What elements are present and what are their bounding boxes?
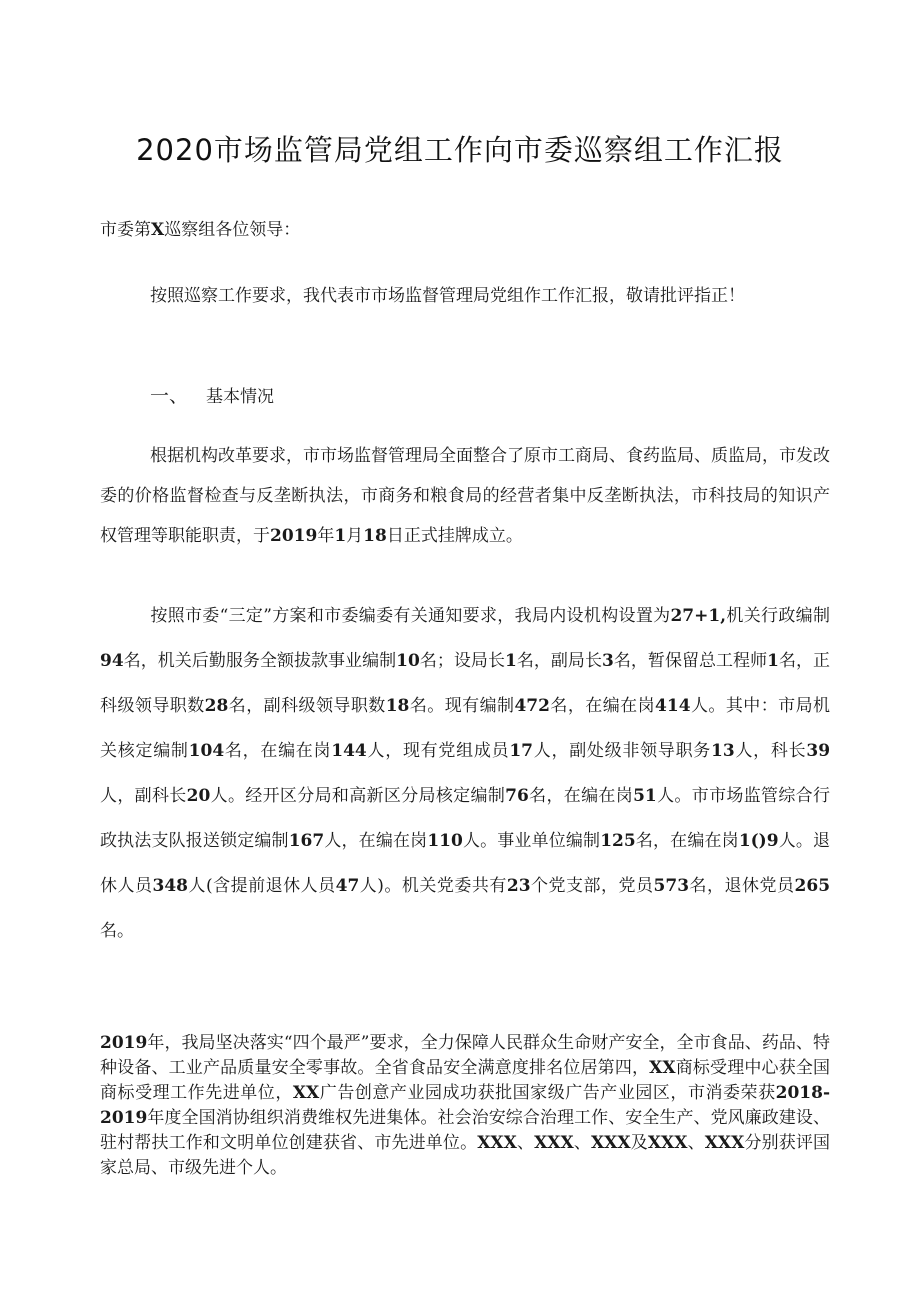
- p2-day: 18: [363, 526, 387, 546]
- p3-n23: 348: [152, 876, 188, 896]
- p3-s14: 人，副处级非领导职务: [533, 741, 712, 761]
- section-heading: [150, 381, 274, 408]
- p3-s16: 人，副科长: [100, 786, 187, 806]
- p4-s6: 、: [573, 1133, 591, 1153]
- p3-s22: 名，在编在岗: [635, 831, 739, 851]
- salutation-prefix: 市委第: [100, 220, 151, 240]
- p3-s3: 名，机关后勤服务全额拔款事业编制: [123, 651, 397, 671]
- p3-s18: 名，在编在岗: [528, 786, 634, 806]
- p3-s26: 个党支部，党员: [530, 876, 654, 896]
- p4-n5: XXX: [477, 1133, 517, 1153]
- background-paragraph: [100, 436, 830, 556]
- p3-n3: 10: [396, 651, 420, 671]
- p4-n3: XX: [292, 1083, 320, 1103]
- p3-n1: 27+1,: [670, 606, 727, 626]
- p3-n19: 167: [288, 831, 325, 851]
- p3-s5: 名，副局长: [516, 651, 602, 671]
- intro-paragraph: [100, 276, 830, 316]
- p3-s10: 名，在编在岗: [549, 696, 656, 716]
- p3-s13: 人，现有党组成员: [366, 741, 510, 761]
- p3-s17: 人。经开区分局和高新区分局核定编制: [210, 786, 506, 806]
- p3-n6: 1: [767, 651, 779, 671]
- p3-n10: 414: [655, 696, 691, 716]
- p4-s1: 年，我局坚决落实“四个最严”要求，全力保障人民群众生命财产安全，全市食品、药品、特种设备、工业产品质量安全零事故。全省食品安全满意度排名位居第四，: [100, 1033, 830, 1078]
- p4-s8: 、: [687, 1133, 705, 1153]
- p3-s21: 人。事业单位编制: [462, 831, 601, 851]
- p2-year: 2019: [270, 526, 318, 546]
- p4-n6: XXX: [534, 1133, 574, 1153]
- p3-s8: 名，副科级领导职数: [228, 696, 386, 716]
- p2-t1: 年: [317, 526, 335, 546]
- p3-s25: 人)。机关党委共有: [359, 876, 507, 896]
- p4-n4: 2018-2019: [100, 1083, 831, 1128]
- p3-n14: 13: [711, 741, 735, 761]
- p3-s23: 人。退休人员: [100, 831, 831, 896]
- p2-month: 1: [334, 526, 347, 546]
- salutation: [100, 215, 300, 240]
- p3-s1: 按照市委“三定”方案和市委编委有关通知要求，我局内设机构设置为: [150, 606, 671, 626]
- p3-n20: 110: [427, 831, 463, 851]
- p4-n2: XX: [649, 1058, 676, 1078]
- p3-n7: 28: [204, 696, 229, 716]
- salutation-suffix: 巡察组各位领导：: [164, 220, 301, 240]
- p3-n25: 23: [506, 876, 531, 896]
- document-title: 2020市场监管局党组工作向市委巡察组工作汇报: [136, 133, 784, 167]
- p2-t2: 月: [346, 526, 364, 546]
- p3-s27: 名，退休党员: [689, 876, 795, 896]
- p3-n21: 125: [600, 831, 636, 851]
- p4-n7: XXX: [590, 1133, 631, 1153]
- p4-n9: XXX: [704, 1133, 745, 1153]
- p3-s15: 人，科长: [734, 741, 807, 761]
- p3-n2: 94: [100, 651, 124, 671]
- p3-n12: 144: [331, 741, 367, 761]
- p4-n8: XXX: [647, 1133, 688, 1153]
- section-number: 一、: [150, 385, 189, 407]
- p3-s7: 名，正科级领导职数: [100, 651, 831, 716]
- p3-n22: 1()9: [738, 831, 779, 851]
- p3-n8: 18: [385, 696, 410, 716]
- p4-s5: 、: [516, 1133, 535, 1153]
- achievements-paragraph: [100, 1031, 830, 1181]
- p3-n9: 472: [514, 696, 550, 716]
- p3-s2: 机关行政编制: [726, 606, 830, 626]
- p3-s11: 人。其中：市局机关核定编制: [100, 696, 831, 761]
- p3-n11: 104: [188, 741, 225, 761]
- p3-n18: 51: [633, 786, 657, 806]
- p4-n1: 2019: [100, 1033, 148, 1053]
- salutation-group-number: X: [151, 220, 165, 240]
- p3-s12: 名，在编在岗: [224, 741, 332, 761]
- p4-s9: 分别获评国家总局、市级先进个人。: [100, 1133, 831, 1178]
- p3-n13: 17: [509, 741, 534, 761]
- staffing-paragraph: [100, 594, 830, 954]
- p3-s4: 名；设局长: [419, 651, 505, 671]
- p4-s3: 广告创意产业园成功获批国家级广告产业园区，市消委荣获: [319, 1083, 776, 1103]
- p3-n15: 39: [806, 741, 831, 761]
- p3-n5: 3: [602, 651, 614, 671]
- p4-s4: 年度全国消协组织消费维权先进集体。社会治安综合治理工作、安全生产、党风廉政建设、驻村帮扶工作和文明单位创建获省、市先进单位。: [100, 1108, 830, 1153]
- p3-n26: 573: [653, 876, 690, 896]
- p3-n27: 265: [794, 876, 831, 896]
- p3-s9: 名。现有编制: [409, 696, 515, 716]
- p4-s2: 商标受理中心获全国商标受理工作先进单位，: [100, 1058, 831, 1103]
- p4-s7: 及: [630, 1133, 648, 1153]
- p3-n4: 1: [504, 651, 517, 671]
- p3-s19: 人。市市场监管综合行政执法支队报送锁定编制: [100, 786, 831, 851]
- p2-text: 根据机构改革要求，市市场监督管理局全面整合了原市工商局、食药监局、质监局，市发改委的价格监督检查与反垄断执法，市商务和粮食局的经营者集中反垄断执法，市科技局的知识产权管理等职能职责，于: [100, 446, 830, 546]
- p3-s24: 人(含提前退休人员: [188, 876, 336, 896]
- intro-text: 按照巡察工作要求，我代表市市场监督管理局党组作工作汇报，敬请批评指正！: [150, 286, 745, 306]
- section-label: 基本情况: [206, 387, 275, 407]
- p3-n17: 76: [505, 786, 529, 806]
- p3-n16: 20: [186, 786, 211, 806]
- p2-t3: 日正式挂牌成立。: [386, 526, 523, 546]
- p3-s20: 人，在编在岗: [324, 831, 428, 851]
- p3-s28: 名。: [100, 921, 134, 941]
- p3-s6: 名，暂保留总工程师: [613, 651, 768, 671]
- p3-n24: 47: [335, 876, 360, 896]
